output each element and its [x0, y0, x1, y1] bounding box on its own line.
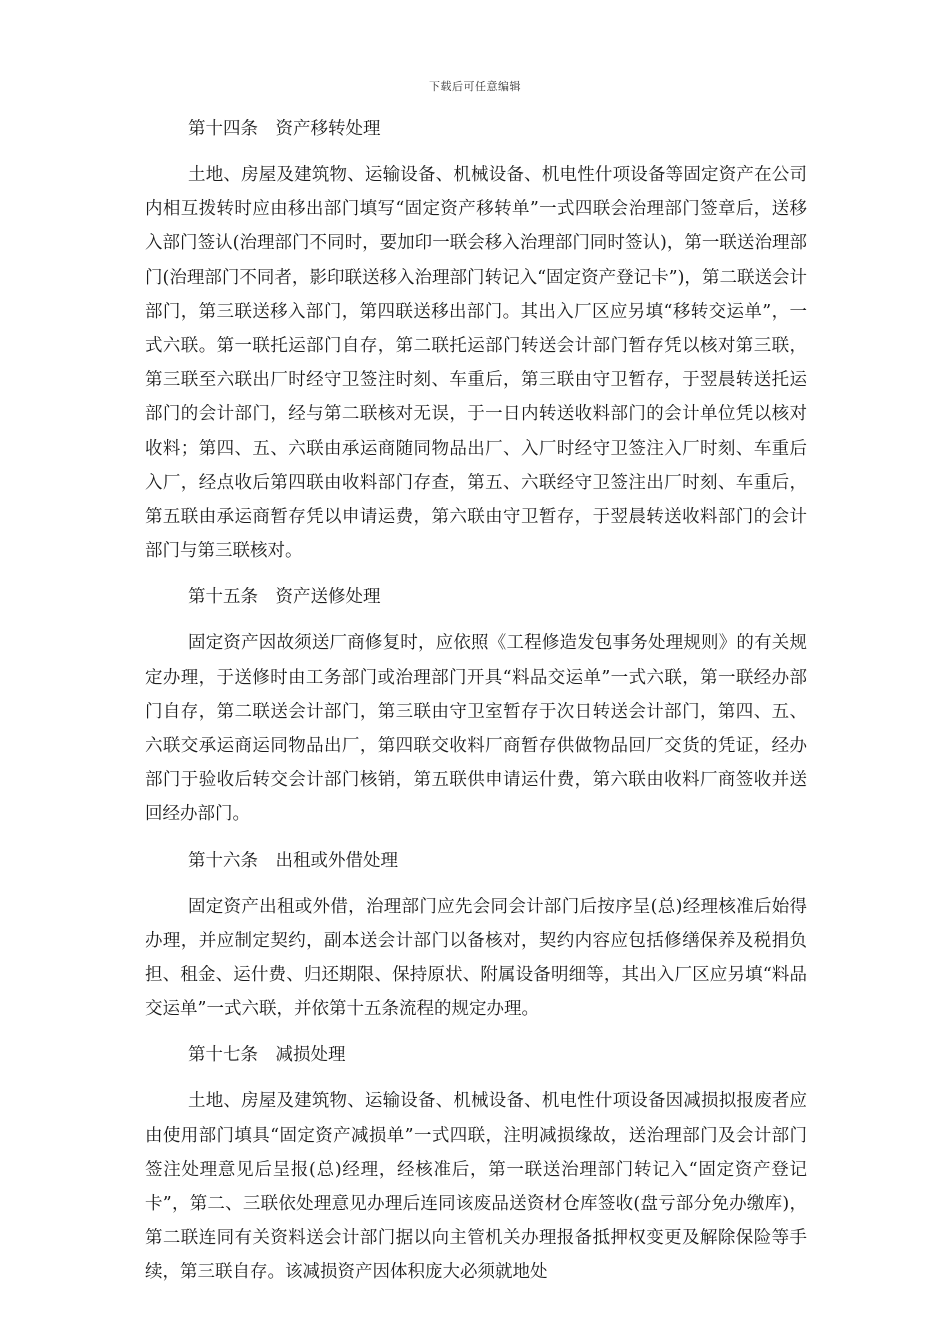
article-17-body: 土地、房屋及建筑物、运输设备、机械设备、机电性什项设备因减损拟报废者应由使用部门填具“固定资产减损单”一式四联，注明减损缘故，送治理部门及会计部门签注处理意见后呈报(总)经理，经核准后，第一联送治理部门转记入“固定资产登记卡”，第二、三联依处理意见办理后连同该废品送资材仓库签收(盘亏部分免办缴库)，第二联连同有关资料送会计部门据以向主管机关办理报备抵押权变更及解除保险等手续，第三联自存。该减损资产因体积庞大必须就地处	[145, 1091, 807, 1283]
article-14-title: 第十四条 资产移转处理	[188, 119, 381, 139]
article-16-body: 固定资产出租或外借，治理部门应先会同会计部门后按序呈(总)经理核准后始得办理，并应制定契约，副本送会计部门以备核对，契约内容应包括修缮保养及税捐负担、租金、运什费、归还期限、保持原状、附属设备明细等，其出入厂区应另填“料品交运单”一式六联，并依第十五条流程的规定办理。	[145, 896, 807, 1020]
article-16-title: 第十六条 出租或外借处理	[188, 850, 398, 871]
article-15-title: 第十五条 资产送修处理	[188, 587, 381, 608]
article-14-body: 土地、房屋及建筑物、运输设备、机械设备、机电性什项设备等固定资产在公司内相互拨转时应由移出部门填写“固定资产移转单”一式四联会治理部门签章后，送移入部门签认(治理部门不同时，要加印一联会移入治理部门同时签认)，第一联送治理部门(治理部门不同者，影印联送移入治理部门转记入“固定资产登记卡”)，第二联送会计部门，第三联送移入部门，第四联送移出部门。其出入厂区应另填“移转交运单”，一式六联。第一联托运部门自存，第二联托运部门转送会计部门暂存凭以核对第三联，第三联至六联出厂时经守卫签注时刻、车重后，第三联由守卫暂存，于翌晨转送托运部门的会计部门，经与第二联核对无误，于一日内转送收料部门的会计单位凭以核对收料；第四、五、六联由承运商随同物品出厂、入厂时经守卫签注入厂时刻、车重后入厂，经点收后第四联由收料部门存查，第五、六联经守卫签注出厂时刻、车重后，第五联由承运商暂存凭以申请运费，第六联由守卫暂存，于翌晨转送收料部门的会计部门与第三联核对。	[145, 165, 807, 562]
article-17-title: 第十七条 减损处理	[188, 1045, 346, 1066]
document-content	[145, 112, 807, 1302]
article-15-body: 固定资产因故须送厂商修复时，应依照《工程修造发包事务处理规则》的有关规定办理，于送修时由工务部门或治理部门开具“料品交运单”一式六联，第一联经办部门自存，第二联送会计部门，第三联由守卫室暂存于次日转送会计部门，第四、五、六联交承运商运同物品出厂，第四联交收料厂商暂存供做物品回厂交货的凭证，经办部门于验收后转交会计部门核销，第五联供申请运什费，第六联由收料厂商签收并送回经办部门。	[145, 633, 807, 825]
header-note: 下载后可任意编辑	[429, 80, 521, 93]
